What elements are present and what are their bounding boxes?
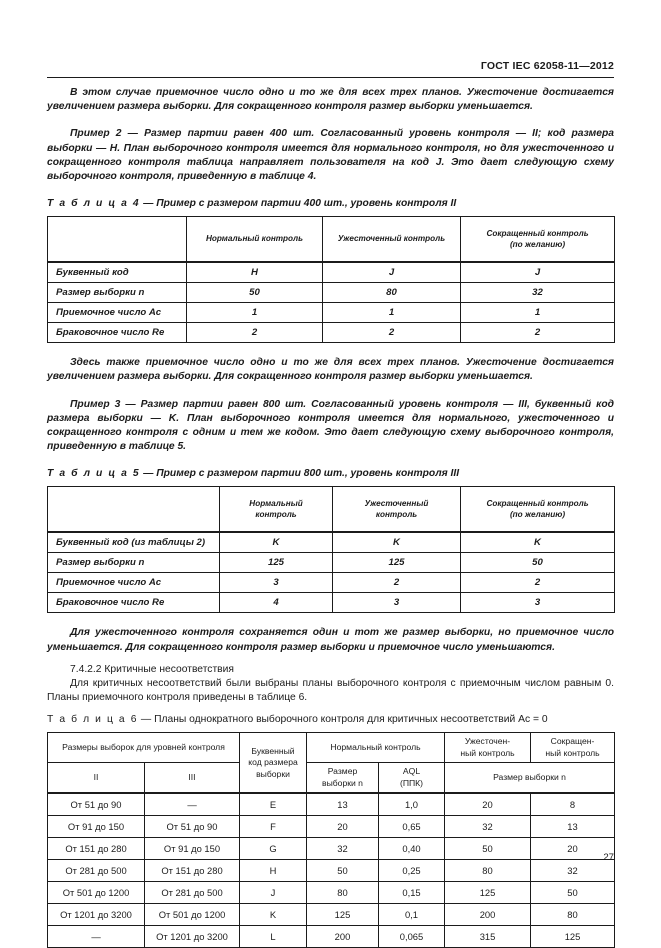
table-6-cell-aql: 0,1 xyxy=(379,904,445,926)
table-5-header-reduced-l2: (по желанию) xyxy=(509,510,566,520)
table-4-header-tightened: Ужесточенный контроль xyxy=(323,217,461,263)
table-4-caption-text: — Пример с размером партии 400 шт., уровень контроля II xyxy=(140,198,457,210)
table-5-caption-text: — Пример с размером партии 800 шт., уровень контроля III xyxy=(140,468,460,480)
table-6-cell-tightened: 32 xyxy=(445,816,531,838)
table-5-caption-label: Т а б л и ц а 5 xyxy=(47,468,141,480)
table-6-cell-aql: 1,0 xyxy=(379,793,445,816)
table-4-cell-reduced: 32 xyxy=(461,283,615,303)
table-5-header-blank xyxy=(48,487,220,533)
table-row xyxy=(48,904,615,926)
table-5-header-normal-l2: контроль xyxy=(255,510,297,520)
table-5-header-tightened-l2: контроль xyxy=(375,510,418,520)
table-6-cell-tightened: 80 xyxy=(445,860,531,882)
table-6-cell-reduced: 125 xyxy=(531,926,615,948)
table-4-caption-label: Т а б л и ц а 4 xyxy=(47,198,141,210)
header-rule xyxy=(47,77,614,78)
table-4-header-normal: Нормальный контроль xyxy=(187,217,323,263)
table-4-cell-tightened: 1 xyxy=(323,303,461,323)
table-row xyxy=(48,882,615,904)
table-5 xyxy=(47,486,615,613)
table-6-header-aql-l2: (ППК) xyxy=(399,777,424,788)
table-4-row-label: Размер выборки n xyxy=(48,283,187,303)
table-6-cell-level-ii: От 51 до 90 xyxy=(48,793,145,816)
table-4-header-reduced xyxy=(461,217,615,263)
table-6-cell-aql: 0,40 xyxy=(379,838,445,860)
table-6-cell-reduced: 80 xyxy=(531,904,615,926)
table-6-header-sizes-group: Размеры выборок для уровней контроля xyxy=(48,733,240,763)
table-6-cell-sample: 80 xyxy=(307,882,379,904)
table-4-cell-normal: 1 xyxy=(187,303,323,323)
running-head: ГОСТ IEC 62058-11—2012 xyxy=(480,60,614,72)
spacer xyxy=(47,184,614,197)
table-6-header-sample-l1: Размер xyxy=(327,766,358,777)
table-row xyxy=(48,283,615,303)
table-6-header-level-ii: II xyxy=(48,763,145,794)
table-6-header-aql-l1: AQL xyxy=(402,766,421,777)
table-6-cell-level-ii: — xyxy=(48,926,145,948)
table-row xyxy=(48,573,615,593)
table-4-header-reduced-l2: (по желанию) xyxy=(509,240,566,250)
table-row xyxy=(48,532,615,553)
table-5-header-normal xyxy=(220,487,333,533)
table-4-row-label: Браковочное число Re xyxy=(48,323,187,343)
table-6-caption-text: — Планы однократного выборочного контроля для критичных несоответствий Ac = 0 xyxy=(138,714,548,726)
table-5-caption xyxy=(47,467,614,481)
table-6-cell-reduced: 32 xyxy=(531,860,615,882)
table-6-header-code-l1: Буквенный xyxy=(251,745,295,756)
table-4 xyxy=(47,216,615,343)
table-6-header-tightened-l2: ный контроль xyxy=(460,747,515,758)
table-5-row-label: Приемочное число Ac xyxy=(48,573,220,593)
table-6-header-normal-group: Нормальный контроль xyxy=(307,733,445,763)
table-6-cell-code: J xyxy=(240,882,307,904)
table-row xyxy=(48,323,615,343)
table-6-cell-aql: 0,25 xyxy=(379,860,445,882)
table-6-header-sample-size xyxy=(307,763,379,794)
table-6-header-reduced-l2: ный контроль xyxy=(545,747,600,758)
table-6-header-aql xyxy=(379,763,445,794)
table-row xyxy=(48,553,615,573)
table-4-cell-normal: 50 xyxy=(187,283,323,303)
table-6-cell-reduced: 13 xyxy=(531,816,615,838)
table-6-cell-tightened: 20 xyxy=(445,793,531,816)
table-5-header-tightened-l1: Ужесточенный xyxy=(364,498,429,508)
table-row xyxy=(48,593,615,613)
table-6-cell-sample: 13 xyxy=(307,793,379,816)
table-5-row-label: Браковочное число Re xyxy=(48,593,220,613)
table-6-cell-tightened: 315 xyxy=(445,926,531,948)
table-6-cell-code: G xyxy=(240,838,307,860)
table-6-cell-reduced: 8 xyxy=(531,793,615,816)
table-4-cell-reduced: 2 xyxy=(461,323,615,343)
table-6-cell-level-iii: От 151 до 280 xyxy=(145,860,240,882)
table-6-cell-sample: 125 xyxy=(307,904,379,926)
table-5-cell-reduced: K xyxy=(461,532,615,553)
table-5-cell-tightened: 125 xyxy=(333,553,461,573)
table-6-header-reduced xyxy=(531,733,615,763)
spacer xyxy=(47,385,614,398)
table-6-header-code-l2: код размера xyxy=(248,757,298,768)
table-5-header-reduced-l1: Сокращенный контроль xyxy=(486,498,589,508)
paragraph-5: Для ужесточенного контроля сохраняется один и тот же размер выборки, но приемочное число уменьшается. Для сокращенного контроля размер выборки и приемочное число уменьшаются. xyxy=(47,627,614,653)
spacer xyxy=(47,613,614,626)
table-4-row-label: Буквенный код xyxy=(48,262,187,283)
table-6-cell-level-ii: От 281 до 500 xyxy=(48,860,145,882)
table-6-cell-aql: 0,15 xyxy=(379,882,445,904)
table-5-cell-normal: 3 xyxy=(220,573,333,593)
heading-7-4-2-2: 7.4.2.2 Критичные несоответствия xyxy=(70,663,234,675)
table-6-cell-level-ii: От 151 до 280 xyxy=(48,838,145,860)
spacer xyxy=(47,655,614,663)
table-6-cell-level-ii: От 1201 до 3200 xyxy=(48,904,145,926)
table-5-cell-normal: 125 xyxy=(220,553,333,573)
table-5-cell-reduced: 50 xyxy=(461,553,615,573)
table-6-cell-level-iii: — xyxy=(145,793,240,816)
table-6-cell-level-iii: От 501 до 1200 xyxy=(145,904,240,926)
table-6-header-tightened xyxy=(445,733,531,763)
table-6-caption xyxy=(47,713,614,727)
paragraph-example-3: Пример 3 — Размер партии равен 800 шт. Согласованный уровень контроля — III, буквенный код размера выборки — K. План выборочного контроля имеется для нормального, ужесточенного и сокращенного контроля с одним и тем же кодом. Это дает следующую схему выборочного контроля, приведенную в таблице 5. xyxy=(47,398,614,453)
table-4-header-blank xyxy=(48,217,187,263)
table-6-cell-sample: 200 xyxy=(307,926,379,948)
table-5-header-normal-l1: Нормальный xyxy=(249,498,303,508)
table-6-cell-tightened: 50 xyxy=(445,838,531,860)
page-content xyxy=(47,0,614,943)
table-4-cell-tightened: J xyxy=(323,262,461,283)
table-6-cell-code: F xyxy=(240,816,307,838)
table-6-cell-code: E xyxy=(240,793,307,816)
table-4-caption xyxy=(47,197,614,211)
table-4-cell-reduced: J xyxy=(461,262,615,283)
table-row xyxy=(48,262,615,283)
spacer xyxy=(47,705,614,713)
table-6-cell-reduced: 20 xyxy=(531,838,615,860)
table-6-cell-tightened: 200 xyxy=(445,904,531,926)
table-4-cell-normal: 2 xyxy=(187,323,323,343)
table-6-header-row-1 xyxy=(48,733,615,763)
table-row xyxy=(48,816,615,838)
table-5-row-label: Буквенный код (из таблицы 2) xyxy=(48,532,220,553)
spacer xyxy=(47,343,614,356)
table-5-cell-normal: K xyxy=(220,532,333,553)
table-6-header-code-l3: выборки xyxy=(256,768,290,779)
table-5-cell-tightened: 3 xyxy=(333,593,461,613)
table-6-caption-label: Т а б л и ц а 6 xyxy=(47,714,139,726)
table-6-cell-code: K xyxy=(240,904,307,926)
table-6-cell-level-iii: От 51 до 90 xyxy=(145,816,240,838)
table-5-row-label: Размер выборки n xyxy=(48,553,220,573)
table-4-row-label: Приемочное число Ac xyxy=(48,303,187,323)
table-row xyxy=(48,303,615,323)
table-6-header-tightened-l1: Ужесточен- xyxy=(464,736,511,747)
paragraph-6: Для критичных несоответствий были выбраны планы выборочного контроля с приемочным числом равным 0. Планы приемочного контроля приведены в таблице 6. xyxy=(47,678,614,704)
table-6-header-reduced-l1: Сокращен- xyxy=(550,736,595,747)
table-6-cell-level-iii: От 91 до 150 xyxy=(145,838,240,860)
table-4-header-reduced-l1: Сокращенный контроль xyxy=(486,228,589,238)
table-4-cell-reduced: 1 xyxy=(461,303,615,323)
table-4-header-row xyxy=(48,217,615,263)
table-row xyxy=(48,860,615,882)
table-row xyxy=(48,793,615,816)
table-5-cell-normal: 4 xyxy=(220,593,333,613)
table-6-header-sample-span: Размер выборки n xyxy=(445,763,615,794)
table-5-cell-reduced: 3 xyxy=(461,593,615,613)
table-6-header-level-iii: III xyxy=(145,763,240,794)
table-6-cell-level-ii: От 91 до 150 xyxy=(48,816,145,838)
table-4-cell-tightened: 80 xyxy=(323,283,461,303)
table-5-header-tightened xyxy=(333,487,461,533)
table-6-cell-sample: 20 xyxy=(307,816,379,838)
table-6-cell-aql: 0,65 xyxy=(379,816,445,838)
table-6-header-code xyxy=(240,733,307,794)
page-number: 27 xyxy=(603,852,614,863)
table-6-cell-aql: 0,065 xyxy=(379,926,445,948)
table-5-header-row xyxy=(48,487,615,533)
table-4-cell-tightened: 2 xyxy=(323,323,461,343)
table-6 xyxy=(47,732,615,948)
table-6-cell-level-iii: От 281 до 500 xyxy=(145,882,240,904)
table-6-cell-code: L xyxy=(240,926,307,948)
table-5-cell-reduced: 2 xyxy=(461,573,615,593)
table-6-cell-sample: 32 xyxy=(307,838,379,860)
table-6-cell-sample: 50 xyxy=(307,860,379,882)
paragraph-3: Здесь также приемочное число одно и то же для всех трех планов. Ужесточение достигается увеличением размера выборки. Для сокращенного контроля размер выборки уменьшается. xyxy=(47,357,614,383)
table-4-cell-normal: H xyxy=(187,262,323,283)
table-5-cell-tightened: K xyxy=(333,532,461,553)
spacer xyxy=(47,114,614,127)
table-6-cell-reduced: 50 xyxy=(531,882,615,904)
table-5-cell-tightened: 2 xyxy=(333,573,461,593)
table-6-header-sample-l2: выборки n xyxy=(322,777,363,788)
table-6-cell-code: H xyxy=(240,860,307,882)
paragraph-example-2: Пример 2 — Размер партии равен 400 шт. Согласованный уровень контроля — II; код размера выборки — H. План выборочного контроля имеется для нормального контроля, но для ужесточенного и сокращенного контроля таблица направляет пользователя на код J. Это дает следующую схему выборочного контроля, приведенную в таблице 4. xyxy=(47,128,614,183)
table-6-cell-tightened: 125 xyxy=(445,882,531,904)
table-6-header-row-2 xyxy=(48,763,615,794)
table-row xyxy=(48,926,615,948)
table-row xyxy=(48,838,615,860)
paragraph-1: В этом случае приемочное число одно и то же для всех трех планов. Ужесточение достигается увеличением размера выборки. Для сокращенного контроля размер выборки уменьшается. xyxy=(47,87,614,113)
body-flow xyxy=(47,86,614,948)
table-6-cell-level-iii: От 1201 до 3200 xyxy=(145,926,240,948)
table-5-header-reduced xyxy=(461,487,615,533)
spacer xyxy=(47,454,614,467)
table-6-cell-level-ii: От 501 до 1200 xyxy=(48,882,145,904)
